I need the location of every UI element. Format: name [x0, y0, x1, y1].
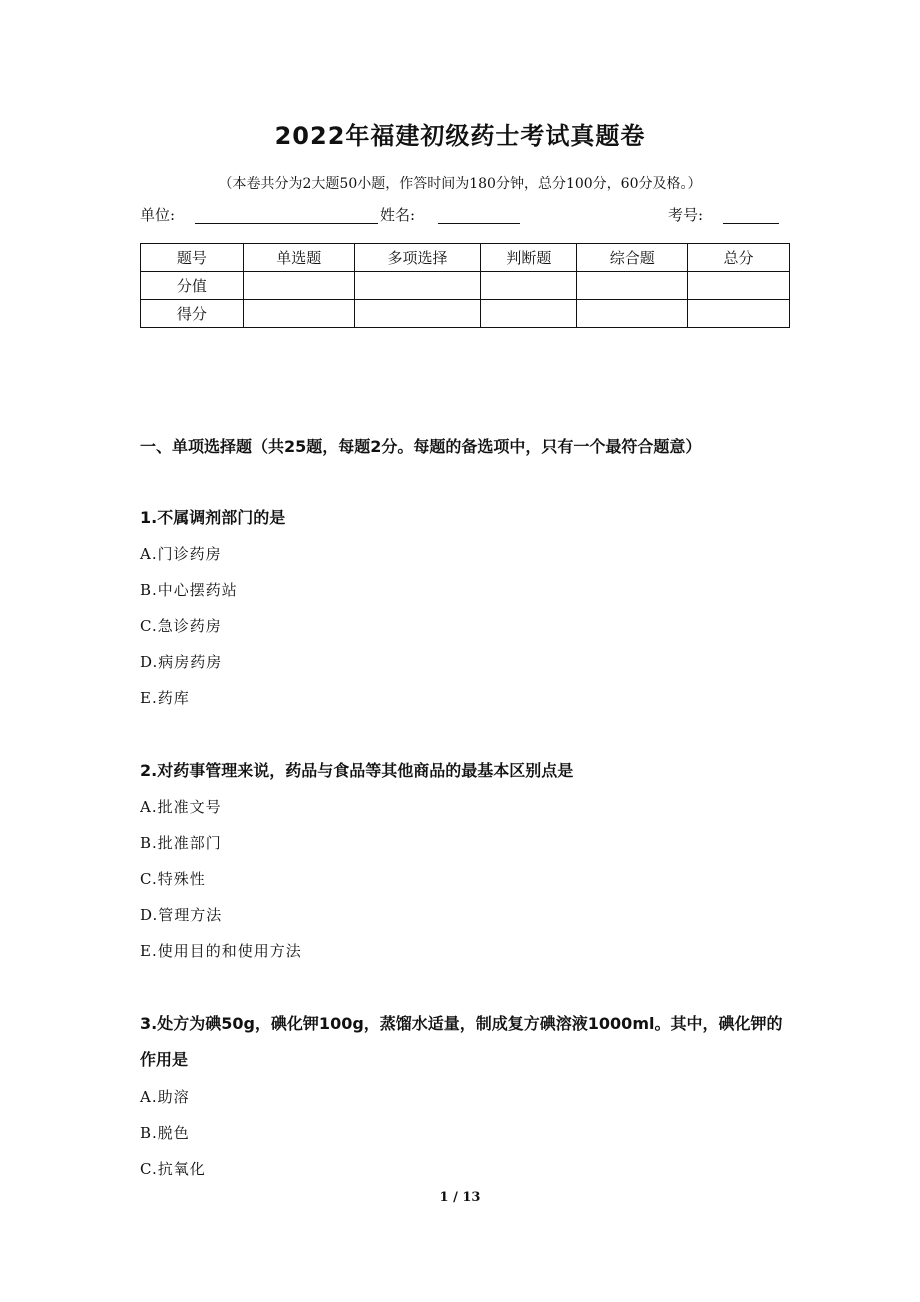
question-3: 3.处方为碘50g，碘化钾100g，蒸馏水适量，制成复方碘溶液1000ml。其中，碘化钾的作用是 — [140, 1014, 783, 1069]
option-1d[interactable]: D.病房药房 — [140, 653, 223, 671]
header-cell: 多项选择 — [354, 244, 481, 272]
row-label-cell: 分值 — [141, 272, 244, 300]
score-table-row — [141, 272, 790, 300]
score-cell[interactable] — [688, 300, 790, 328]
page-title: 2022年福建初级药士考试真题卷 — [274, 122, 646, 150]
option-3a[interactable]: A.助溶 — [140, 1088, 190, 1106]
header-cell: 判断题 — [481, 244, 577, 272]
page-number: 1 / 13 — [439, 1190, 481, 1205]
exam-number-label: 考号: — [668, 206, 704, 224]
unit-blank[interactable] — [195, 223, 378, 224]
section-heading: 一、单项选择题（共25题，每题2分。每题的备选项中，只有一个最符合题意） — [140, 437, 702, 456]
option-3b[interactable]: B.脱色 — [140, 1124, 190, 1142]
option-2a[interactable]: A.批准文号 — [140, 798, 222, 816]
option-2c[interactable]: C.特殊性 — [140, 870, 206, 888]
score-cell[interactable] — [243, 272, 354, 300]
option-1e[interactable]: E.药库 — [140, 689, 190, 707]
option-3c[interactable]: C.抗氧化 — [140, 1160, 206, 1178]
option-2d[interactable]: D.管理方法 — [140, 906, 223, 924]
header-cell: 题号 — [141, 244, 244, 272]
score-cell[interactable] — [481, 300, 577, 328]
score-cell[interactable] — [577, 272, 688, 300]
question-1: 1.不属调剂部门的是 — [140, 508, 286, 527]
score-table-row — [141, 300, 790, 328]
name-label: 姓名: — [380, 206, 416, 224]
score-cell[interactable] — [577, 300, 688, 328]
header-cell: 综合题 — [577, 244, 688, 272]
header-cell: 总分 — [688, 244, 790, 272]
option-1a[interactable]: A.门诊药房 — [140, 545, 222, 563]
option-1c[interactable]: C.急诊药房 — [140, 617, 222, 635]
score-cell[interactable] — [243, 300, 354, 328]
exam-number-blank[interactable] — [723, 223, 779, 224]
question-2: 2.对药事管理来说，药品与食品等其他商品的最基本区别点是 — [140, 761, 574, 780]
option-1b[interactable]: B.中心摆药站 — [140, 581, 238, 599]
score-table — [140, 243, 790, 328]
unit-label: 单位: — [140, 206, 176, 224]
score-cell[interactable] — [688, 272, 790, 300]
row-label-cell: 得分 — [141, 300, 244, 328]
option-2e[interactable]: E.使用目的和使用方法 — [140, 942, 302, 960]
exam-instructions: （本卷共分为2大题50小题，作答时间为180分钟，总分100分，60分及格。） — [218, 176, 702, 192]
option-2b[interactable]: B.批准部门 — [140, 834, 222, 852]
header-cell: 单选题 — [243, 244, 354, 272]
score-cell[interactable] — [481, 272, 577, 300]
score-table-header-row — [141, 244, 790, 272]
score-cell[interactable] — [354, 300, 481, 328]
score-cell[interactable] — [354, 272, 481, 300]
candidate-info-fields — [140, 204, 780, 228]
name-blank[interactable] — [438, 223, 520, 224]
